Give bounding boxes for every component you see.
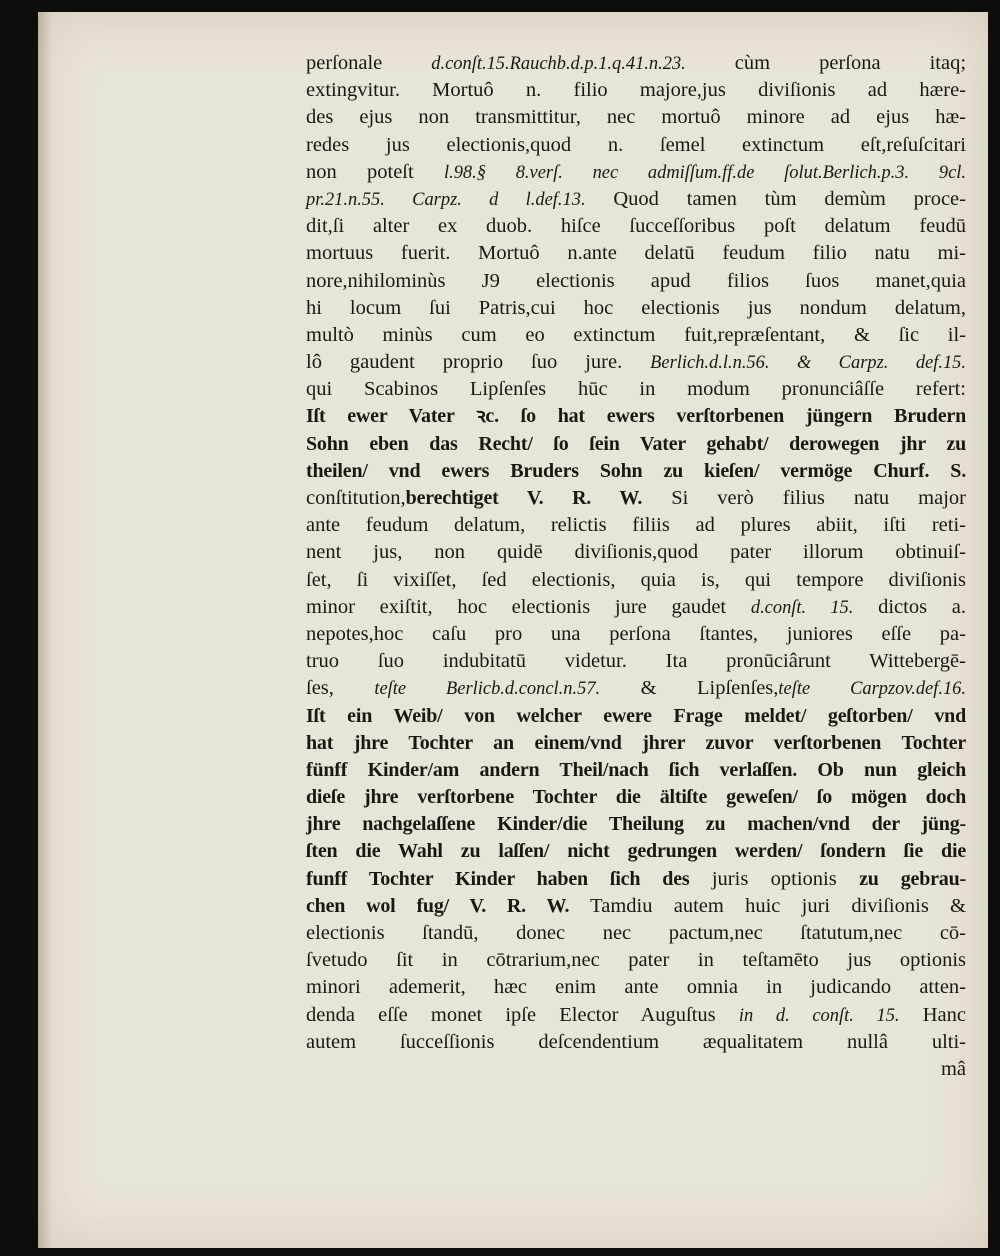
text-line: lô gaudent proprio ſuo jure. Berlich.d.l.n.56. & Carpz. def.15. [306,351,966,374]
text-line: hi locum ſui Patris,cui hoc electionis jus nondum delatum, [306,296,966,319]
text-line: electionis ſtandū, donec nec pactum,nec ſtatutum,nec cō- [306,922,966,944]
text-line: mortuus fuerit. Mortuô n.ante delatū feudum filio natu mi- [306,242,966,265]
text-line: qui Scabinos Lipſenſes hūc in modum pronunciâſſe refert: [306,378,966,401]
text-line: ſvetudo ſit in cōtrarium,nec pater in teſtamēto jus optionis [306,949,966,972]
text-line: chen wol fug/ V. R. W. Tamdiu autem huic juri diviſionis & [306,894,966,917]
text-line: ſes, teſte Berlicb.d.concl.n.57. & Lipſenſes,teſte Carpzov.def.16. [306,677,966,700]
text-line: truo ſuo indubitatū videtur. Ita pronūciârunt Wittebergē- [306,650,966,673]
text-line: des ejus non transmittitur, nec mortuô minore ad ejus hæ- [306,106,966,129]
text-line: nore,nihilominùs J9 electionis apud filios ſuos manet,quia [306,269,966,292]
text-line: conſtitution,berechtiget V. R. W. Si verò filius natu major [306,487,966,509]
text-line: Sohn eben das Recht/ ſo ſein Vater gehabt/ derowegen jhr zu [306,432,966,455]
text-line: nent jus, non quidē diviſionis,quod pater illorum obtinuiſ- [306,541,966,564]
text-line: dit,ſi alter ex duob. hiſce ſucceſſoribus poſt delatum feudū [306,215,966,238]
book-page [38,12,988,1248]
text-line: theilen/ vnd ewers Bruders Sohn zu kieſen/ vermöge Churf. S. [306,459,966,482]
text-line: non poteſt l.98.§ 8.verſ. nec admiſſum.ff.de ſolut.Berlich.p.3. 9cl. [306,160,966,183]
text-line: Iſt ein Weib/ von welcher ewere Frage meldet/ geſtorben/ vnd [306,704,966,727]
text-line: redes jus electionis,quod n. ſemel extinctum eſt,reſuſcitari [306,133,966,156]
text-block [306,50,966,1083]
text-line: ante feudum delatum, relictis filiis ad plures abiit, iſti reti- [306,514,966,537]
text-line: perſonale d.conſt.15.Rauchb.d.p.1.q.41.n.23. cùm perſona itaq; [306,52,967,74]
text-line: fünff Kinder/am andern Theil/nach ſich verlaſſen. Ob nun gleich [306,758,966,781]
text-line: autem ſucceſſionis deſcendentium æqualitatem nullâ ulti- [306,1030,966,1053]
text-line: denda eſſe monet ipſe Elector Auguſtus in d. conſt. 15. Hanc [306,1003,966,1026]
text-line: nepotes,hoc caſu pro una perſona ſtantes, juniores eſſe pa- [306,622,966,645]
text-line: ſet, ſi vixiſſet, ſed electionis, quia is, qui tempore diviſionis [306,568,966,591]
text-line: minor exiſtit, hoc electionis jure gaudet d.conſt. 15. dictos a. [306,595,966,618]
text-line: extingvitur. Mortuô n. filio majore,jus diviſionis ad hære- [306,79,966,102]
text-line: hat jhre Tochter an einem/vnd jhrer zuvor verſtorbenen Tochter [306,731,966,754]
text-line: ſten die Wahl zu laſſen/ nicht gedrungen werden/ ſondern ſie die [306,840,966,863]
text-line: jhre nachgelaſſene Kinder/die Theilung zu machen/vnd der jüng- [306,813,966,836]
text-line: dieſe jhre verſtorbene Tochter die ältiſte geweſen/ ſo mögen doch [306,786,966,809]
text-line: funff Tochter Kinder haben ſich des juris optionis zu gebrau- [306,867,966,890]
text-line: pr.21.n.55. Carpz. d l.def.13. Quod tamen tùm demùm proce- [306,187,966,210]
text-line: multò minùs cum eo extinctum fuit,repræſentant, & ſic il- [306,323,966,346]
text-line: minori ademerit, hæc enim ante omnia in judicando atten- [306,976,966,999]
catchword: mâ [940,1057,966,1080]
text-line: Iſt ewer Vater ꝛc. ſo hat ewers verſtorbenen jüngern Brudern [306,405,966,428]
